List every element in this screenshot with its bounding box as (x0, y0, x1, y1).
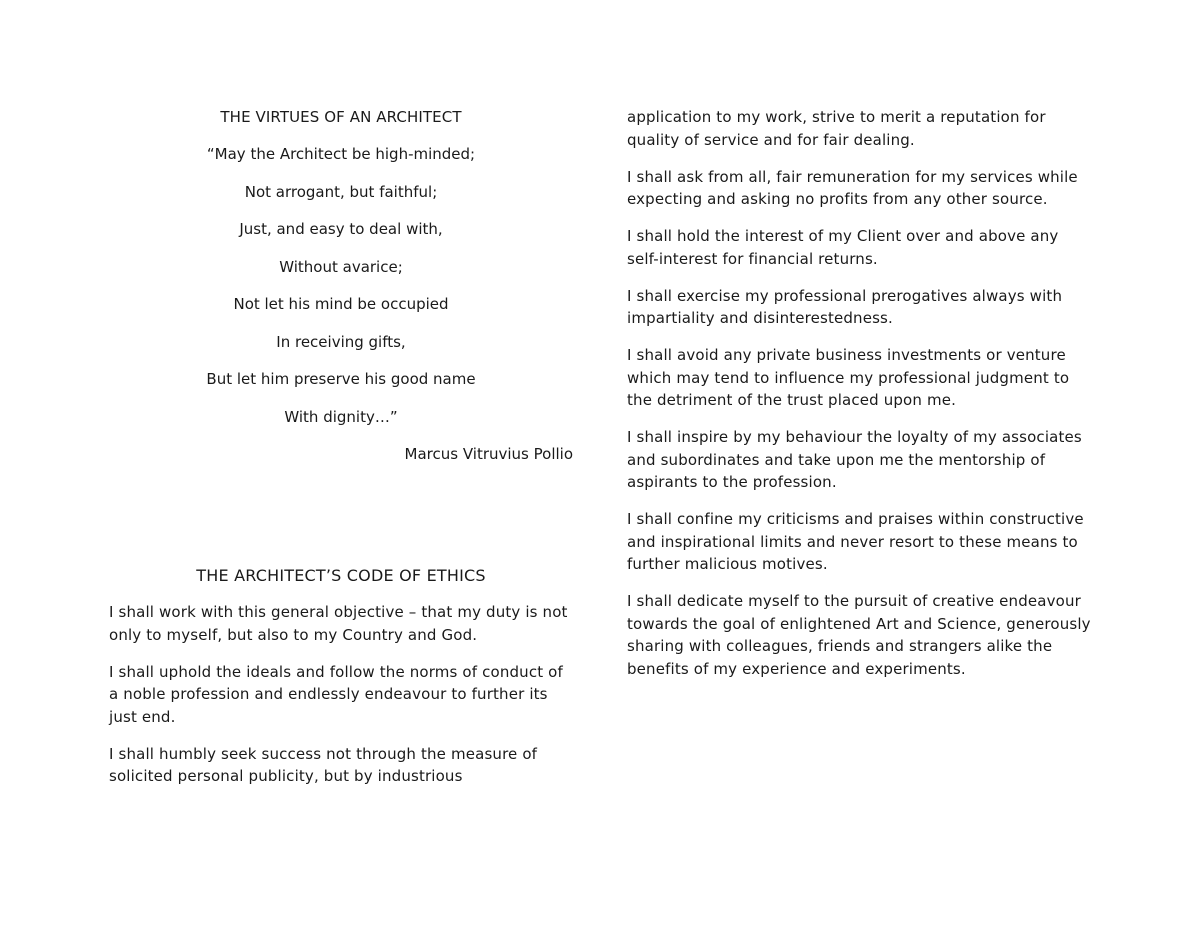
ethics-paragraph: I shall humbly seek success not through the measure of solicited personal publicity, but by industrious (109, 744, 538, 785)
poem-line: But let him preserve his good name (206, 370, 476, 388)
left-column (109, 106, 573, 802)
ethics-paragraph: I shall hold the interest of my Client over and above any self-interest for financial returns. (627, 227, 1059, 268)
ethics-paragraph: application to my work, strive to merit a reputation for quality of service and for fair dealing. (627, 108, 1046, 149)
ethics-paragraph: I shall uphold the ideals and follow the norms of conduct of a noble profession and endlessly endeavour to further its just end. (109, 662, 563, 726)
poem-line: “May the Architect be high-minded; (206, 145, 476, 163)
ethics-paragraph: I shall avoid any private business investments or venture which may tend to influence my professional judgment to the detriment of the trust placed upon me. (627, 346, 1070, 409)
ethics-paragraph: I shall inspire by my behaviour the loyalty of my associates and subordinates and take upon me the mentorship of aspirants to the profession. (627, 428, 1082, 491)
poem-title: THE VIRTUES OF AN ARCHITECT (220, 108, 462, 126)
ethics-paragraph: I shall work with this general objective – that my duty is not only to myself, but also to my Country and God. (109, 603, 568, 644)
right-column (627, 106, 1092, 695)
poem-line: Not let his mind be occupied (233, 295, 449, 313)
ethics-paragraph: I shall exercise my professional prerogatives always with impartiality and disinterestedness. (627, 286, 1063, 327)
poem-line: With dignity…” (284, 407, 398, 426)
poem-line: Not arrogant, but faithful; (244, 182, 438, 201)
poem-author: Marcus Vitruvius Pollio (404, 445, 573, 463)
ethics-paragraph: I shall dedicate myself to the pursuit of creative endeavour towards the goal of enlightened Art and Science, generously sharing with colleagues, friends and strangers alike the benefits of my experience and experiments. (627, 592, 1091, 678)
code-of-ethics-title: THE ARCHITECT’S CODE OF ETHICS (196, 566, 486, 585)
poem-line: Without avarice; (279, 257, 403, 276)
poem-line: Just, and easy to deal with, (239, 220, 443, 238)
ethics-paragraph: I shall ask from all, fair remuneration for my services while expecting and asking no profits from any other source. (627, 167, 1078, 208)
poem-line: In receiving gifts, (276, 332, 406, 351)
ethics-paragraph: I shall confine my criticisms and praises within constructive and inspirational limits and never resort to these means to further malicious motives. (627, 510, 1084, 573)
